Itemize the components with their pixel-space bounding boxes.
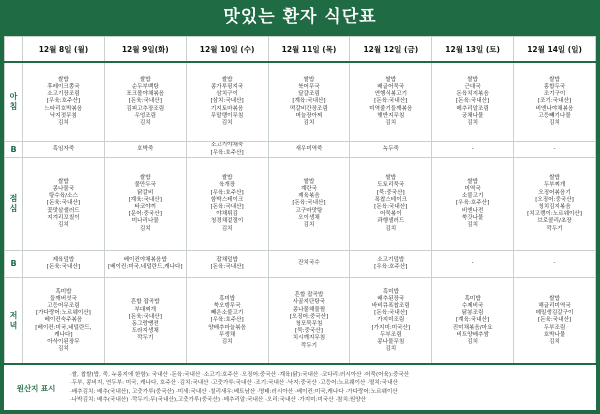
menu-item: 어묵볶이 — [379, 211, 402, 218]
day-header: 12월 13일 (토) — [432, 37, 514, 63]
menu-item: 도라지생채 — [131, 328, 159, 335]
menu-cell — [268, 278, 350, 365]
meal-row — [5, 278, 596, 365]
menu-table — [4, 36, 596, 365]
menu-item: - — [471, 145, 474, 152]
menu-item: 콩가루핑지국 — [210, 83, 244, 90]
menu-cell — [186, 158, 268, 251]
menu-cell — [432, 158, 514, 251]
menu-cell — [268, 158, 350, 251]
menu-item: 잡채덮밥 — [216, 256, 238, 263]
menu-item: 김치 — [303, 120, 315, 126]
menu-item: 흑미밥 — [382, 288, 399, 295]
menu-item: 계란국 — [300, 185, 318, 192]
menu-item: 미역줄기들깨볶음 — [369, 105, 413, 112]
day-header: 12월 14일 (일) — [514, 37, 596, 63]
menu-item: 흔합 잡곡밥 — [130, 299, 160, 306]
menu-item: 머늘장아찌 — [295, 112, 323, 119]
menu-item: [문어:중국산] — [128, 211, 162, 218]
menu-cell — [104, 158, 186, 251]
menu-cell — [104, 278, 186, 365]
menu-item: 깍두기 — [300, 342, 318, 349]
menu-item: [우육:호주산] — [456, 200, 490, 207]
menu-item: 잔치국수 — [298, 260, 320, 267]
menu-item: 김치 — [221, 225, 233, 232]
menu-item: 깍두기 — [546, 225, 563, 232]
menu-item: [우육:호주산] — [210, 149, 244, 156]
menu-cell — [514, 158, 596, 251]
page-title: 맛있는 환자 식단표 — [223, 7, 377, 27]
menu-item: 새우미역죽 — [295, 145, 323, 152]
menu-item: 쌀밥 — [58, 76, 69, 83]
meal-label — [5, 62, 23, 142]
menu-item: 청경채겉절이 — [210, 218, 244, 225]
menu-item: 김치 — [385, 120, 397, 126]
menu-item: 쌀밥 — [303, 76, 315, 83]
menu-item: 돈육치지볶음 — [456, 91, 489, 98]
menu-item: [우육:호주산] — [46, 98, 81, 105]
menu-item: [묵:중국산] — [376, 189, 405, 196]
menu-item: 햇반지무침 — [377, 112, 405, 119]
menu-item: 양배추마늘볶음 — [208, 324, 247, 331]
menu-item: 수제비국 — [461, 302, 484, 309]
meal-label-text: 점 심 — [9, 194, 18, 213]
origin-label: 원산지 표시 — [16, 384, 56, 393]
menu-item: 김치 — [58, 222, 69, 228]
menu-item: [묵:중국산] — [295, 328, 323, 335]
menu-item: 육개장 — [219, 182, 236, 189]
menu-item: 김치 — [221, 339, 233, 345]
menu-cell — [350, 142, 432, 158]
menu-board — [4, 36, 596, 410]
meal-row — [5, 251, 596, 278]
menu-item: [돈육:국내산] — [128, 313, 162, 320]
menu-cell — [514, 278, 596, 365]
menu-item: [돈육:국내산] — [374, 204, 408, 210]
menu-item: 야채튀김 — [216, 211, 238, 218]
menu-cell — [350, 278, 432, 365]
menu-item: 호박죽 — [137, 145, 154, 152]
menu-cell — [350, 251, 432, 278]
menu-item: 김치 — [221, 120, 233, 126]
menu-item: 흑미밥 — [55, 288, 72, 295]
menu-cell — [23, 62, 105, 142]
menu-item: 미역국 — [464, 185, 481, 192]
menu-cell — [268, 142, 350, 158]
menu-item: 지겨리꼬칠이 — [47, 214, 80, 221]
menu-item: 김치 — [549, 120, 560, 126]
menu-item: [돈육:국내산] — [537, 317, 572, 324]
menu-item: 제육덮밥 — [52, 256, 75, 263]
menu-item: 쌀밥 — [221, 175, 233, 182]
menu-item: 타코야끼 — [134, 204, 157, 210]
meal-label — [5, 278, 23, 365]
meal-label-text: B — [10, 259, 17, 268]
menu-item: 연행식볶고기 — [374, 91, 407, 98]
menu-item: 메밀생김갈구이 — [535, 310, 574, 317]
menu-cell — [432, 142, 514, 158]
menu-item: 바비큐폭찹조림 — [371, 302, 410, 309]
menu-cell — [350, 62, 432, 142]
menu-item: 김치 — [467, 222, 479, 228]
menu-item: 미나리나물 — [131, 218, 159, 225]
menu-item: 김치 — [139, 225, 151, 232]
menu-item: [돈육:국내산] — [46, 264, 81, 270]
day-header: 12월 8일 (월) — [23, 37, 105, 63]
menu-item: 청포묵무침 — [295, 321, 323, 327]
menu-item: - — [553, 145, 556, 152]
menu-item: 콩나물무침 — [377, 339, 405, 345]
meal-row — [5, 142, 596, 158]
menu-item: 비트양배추쌈 — [456, 331, 489, 338]
meal-label — [5, 158, 23, 251]
menu-cell — [186, 142, 268, 158]
menu-item: [계육:국내산] — [128, 196, 162, 203]
meal-row — [5, 62, 596, 142]
menu-item: [가지미:미국산] — [371, 324, 411, 331]
menu-item: 닭봉조림 — [461, 310, 484, 317]
origin-line: ·배추김치: 배추(국내산), 고춧가루(중국산) ·미새:국내산 ·칠리새우:베트남산 ·명태:러시아산 ·베이컨:미국,캐나다 ·가다랑어:노르웨이산 — [70, 388, 398, 395]
menu-cell — [268, 62, 350, 142]
menu-item: [돈육:국내산] — [210, 204, 244, 210]
menu-item: 들깨버섯국 — [49, 295, 77, 302]
menu-item: 쌀밥 — [467, 178, 479, 185]
menu-item: 쌀밥 — [549, 295, 560, 302]
menu-item: 과행샐러드 — [377, 218, 405, 225]
origin-text — [70, 371, 592, 405]
menu-item: 무생채 — [219, 331, 236, 338]
menu-item: 쌀밥 — [303, 178, 315, 185]
menu-item: - — [471, 260, 474, 267]
menu-cell — [514, 251, 596, 278]
menu-item: [계육:국내산] — [456, 317, 490, 324]
menu-item: 제육볶음 — [298, 193, 320, 200]
menu-item: 기지토마볶음 — [210, 105, 244, 112]
menu-item: 깍두기 — [137, 335, 154, 342]
menu-item: 두부찌개 — [543, 182, 566, 189]
menu-item: [돈육:국내산] — [46, 200, 81, 207]
menu-item: 배추된장국 — [377, 295, 405, 302]
menu-item: 떡갈비간장조림 — [290, 105, 328, 112]
menu-item: [우육:호주산] — [374, 264, 408, 270]
menu-item: 캐나다] — [54, 331, 73, 338]
menu-cell — [186, 251, 268, 278]
menu-item: [치고랭이:노르웨이산] — [527, 211, 582, 218]
menu-item: 소고기덮밥 — [377, 256, 405, 263]
menu-item: 동그랑땡전 — [131, 321, 159, 327]
menu-cell — [23, 278, 105, 365]
menu-item: 쌀밥 — [221, 76, 233, 83]
menu-item: 해글리미역국 — [538, 302, 571, 309]
menu-item: 아삭이된장무 — [47, 339, 80, 345]
menu-cell — [432, 251, 514, 278]
origin-line: ·쌀, 찹쌀(밥, 죽, 누룽지에 한함): 국내산 ·돈육:국내산 ·소고기:호주산 ·오징어:중국산 ·계육(닭):국내산 ·코다리:러시아산 ·어묵(어육):중국산 — [70, 372, 410, 378]
menu-cell — [514, 62, 596, 142]
menu-item: 우엉조림 — [134, 112, 157, 119]
meal-label — [5, 142, 23, 158]
menu-item: 흑미밥 — [464, 295, 481, 302]
menu-item: 쌀밥 — [139, 175, 151, 182]
menu-item: 청치김지볶음 — [538, 204, 571, 210]
menu-item: 도토리묵국 — [377, 182, 405, 189]
menu-item: 후레이크쫑국 — [47, 83, 80, 90]
menu-item: 진미채볶음/마요 — [452, 324, 493, 331]
day-header: 12월 11일 (목) — [268, 37, 350, 63]
menu-item: 메추리알조림 — [456, 105, 489, 112]
menu-item: 쌀밥 — [58, 178, 69, 185]
menu-item: [조기:국내산] — [537, 98, 572, 105]
menu-item: 김치 — [58, 120, 69, 126]
meal-label-text: 저 녁 — [9, 311, 18, 330]
menu-item: 배글어묵국 — [377, 83, 405, 90]
menu-item: 포크볼야채볶음 — [126, 91, 165, 98]
menu-item: [돈육:국내산] — [456, 98, 490, 105]
menu-cell — [23, 158, 105, 251]
menu-item: - — [553, 260, 556, 267]
menu-item: [돈육:국내산] — [292, 200, 326, 207]
menu-item: [삼치:국내산] — [210, 98, 244, 105]
corner-cell — [5, 37, 23, 63]
menu-item: [우육:호주산] — [210, 189, 244, 196]
day-header: 12월 9일(화) — [104, 37, 186, 63]
menu-item: 무말랭이무침 — [210, 112, 244, 119]
menu-item: 달걀조림 — [298, 91, 320, 98]
menu-item: 쌀밥 — [549, 76, 560, 83]
menu-item: 흑미밥 — [219, 295, 236, 302]
meal-label-text: B — [10, 144, 17, 154]
menu-item: 꽃맛살샐러드 — [47, 207, 80, 214]
menu-item: 오징어볶음기 — [538, 189, 571, 196]
menu-cell — [186, 278, 268, 365]
menu-item: 고구마맛탕 — [295, 207, 323, 214]
menu-item: 물만두국 — [134, 182, 157, 189]
menu-item: 궁채나물 — [461, 112, 484, 119]
menu-cell — [514, 142, 596, 158]
origin-line: ·나박김치: 배추(국내산) ·깍두기:무(국내산),고춧가루(중국산) ·메추리알:국내산 ·오리:국내산 ·가지미:미국산 ·참치:원양산 — [70, 397, 367, 404]
menu-item: 부대찌개 — [134, 306, 157, 313]
menu-item: 브로콜리/초장 — [537, 218, 572, 225]
menu-item: 쌀밥 — [467, 76, 479, 83]
menu-item: 빼은소불고기 — [210, 310, 244, 317]
menu-item: [오징어:중국산] — [535, 196, 574, 203]
menu-item: 오이생채 — [298, 214, 320, 221]
menu-item: [가다랑어:노르웨이산] — [35, 310, 91, 317]
menu-item: 호박나물 — [543, 331, 566, 338]
menu-item: 폭찹스테이크 — [374, 196, 407, 203]
day-header: 12월 12일 (금) — [350, 37, 432, 63]
menu-item: 낙지젓무침 — [49, 112, 77, 119]
meal-row — [5, 158, 596, 251]
menu-item: 쑥오뎅무국 — [213, 302, 241, 309]
menu-item: 흔합 잡곡밥 — [294, 292, 324, 299]
menu-item: 김치 — [385, 346, 397, 353]
menu-item: 쑥갓나물 — [461, 214, 484, 221]
menu-item: 두부조림 — [379, 331, 402, 338]
menu-cell — [104, 62, 186, 142]
menu-cell — [23, 251, 105, 278]
menu-cell — [186, 62, 268, 142]
menu-cell — [104, 142, 186, 158]
menu-item: 사골지단탕국 — [292, 299, 326, 306]
menu-item: 쌀밥 — [139, 76, 151, 83]
menu-item: 근대국 — [464, 83, 481, 90]
origin-line: ·두부, 콩비지, 연두부: 미국, 캐나다, 호주산 ·김치:국내산 ·고춧가루:국내산 ·조기:국내산 ·낙지:중국산 ·고등어:노르웨이산 ·멸치:국내산 — [70, 380, 398, 387]
menu-cell — [23, 142, 105, 158]
menu-item: 김치 — [385, 225, 397, 232]
menu-item: 쌀밥 — [385, 175, 397, 182]
menu-item: 소고기장조림 — [47, 91, 80, 98]
menu-item: 김피고추장조림 — [126, 105, 165, 112]
menu-item: 소불고기 — [461, 193, 484, 200]
menu-item: 치시깨지무침 — [292, 335, 326, 342]
meal-label-text: 아 침 — [9, 92, 18, 111]
menu-item: 고등빼기나물 — [538, 112, 571, 119]
menu-item: [돈육:국내산] — [128, 98, 162, 105]
menu-item: 김치 — [58, 346, 69, 353]
menu-item: 베이컨야채볶음밥 — [123, 256, 167, 263]
menu-item: 녹두죽 — [382, 145, 399, 152]
menu-item: [돈육:국내산] — [374, 98, 408, 105]
menu-item: 조기구이 — [543, 91, 566, 98]
menu-item: 비엔나전 — [461, 207, 484, 214]
menu-item: 삼치구이 — [216, 91, 238, 98]
menu-item: 고등어무조림 — [47, 302, 80, 309]
menu-cell — [432, 278, 514, 365]
menu-item: 김치 — [549, 339, 560, 345]
menu-item: 콩나물해물찜 — [292, 306, 326, 313]
day-header: 12월 10일 (수) — [186, 37, 268, 63]
menu-item: 닭갈비 — [137, 189, 154, 196]
day-header-row — [5, 37, 596, 63]
menu-item: 탕수육/소스 — [48, 193, 78, 200]
menu-item: 홍합두국 — [543, 83, 566, 90]
menu-item: 김치 — [467, 339, 479, 345]
menu-item: 느타리호박볶음 — [44, 105, 83, 112]
menu-item: 쌀밥 — [549, 175, 560, 182]
meal-label — [5, 251, 23, 278]
menu-item: 소고기야채죽 — [210, 142, 244, 149]
menu-item: 북어무국 — [298, 83, 320, 90]
menu-item: 김치 — [139, 120, 151, 126]
menu-item: 가지미조림 — [377, 317, 405, 324]
origin-section — [4, 363, 596, 412]
menu-item: 비엔나야채볶음 — [535, 105, 574, 112]
menu-item: 김치 — [303, 222, 315, 228]
menu-item: [베이컨:미국,네덜란드,캐나다] — [107, 264, 183, 270]
menu-item: [우육:호주산] — [210, 317, 244, 324]
menu-item: [계육:국내산] — [292, 98, 326, 105]
menu-item: 콩나물국 — [52, 185, 75, 192]
menu-cell — [432, 62, 514, 142]
menu-item: [돈육:국내산] — [374, 310, 408, 317]
menu-item: [오징어:중국산] — [289, 313, 329, 320]
menu-item: 흑임자죽 — [52, 145, 75, 152]
menu-item: [돈육:국내산] — [210, 264, 244, 270]
menu-item: 함박스테이크 — [210, 196, 244, 203]
menu-cell — [350, 158, 432, 251]
menu-item: [베이컨:미국,네덜란드, — [35, 324, 92, 331]
menu-cell — [104, 251, 186, 278]
menu-item: 쌀밥 — [385, 76, 397, 83]
menu-item: 김치 — [467, 120, 479, 126]
menu-item: 두부조림 — [543, 324, 566, 331]
menu-item: 베이컨숙주볶음 — [44, 317, 83, 324]
menu-item: 순두부백탕 — [131, 83, 159, 90]
menu-cell — [268, 251, 350, 278]
